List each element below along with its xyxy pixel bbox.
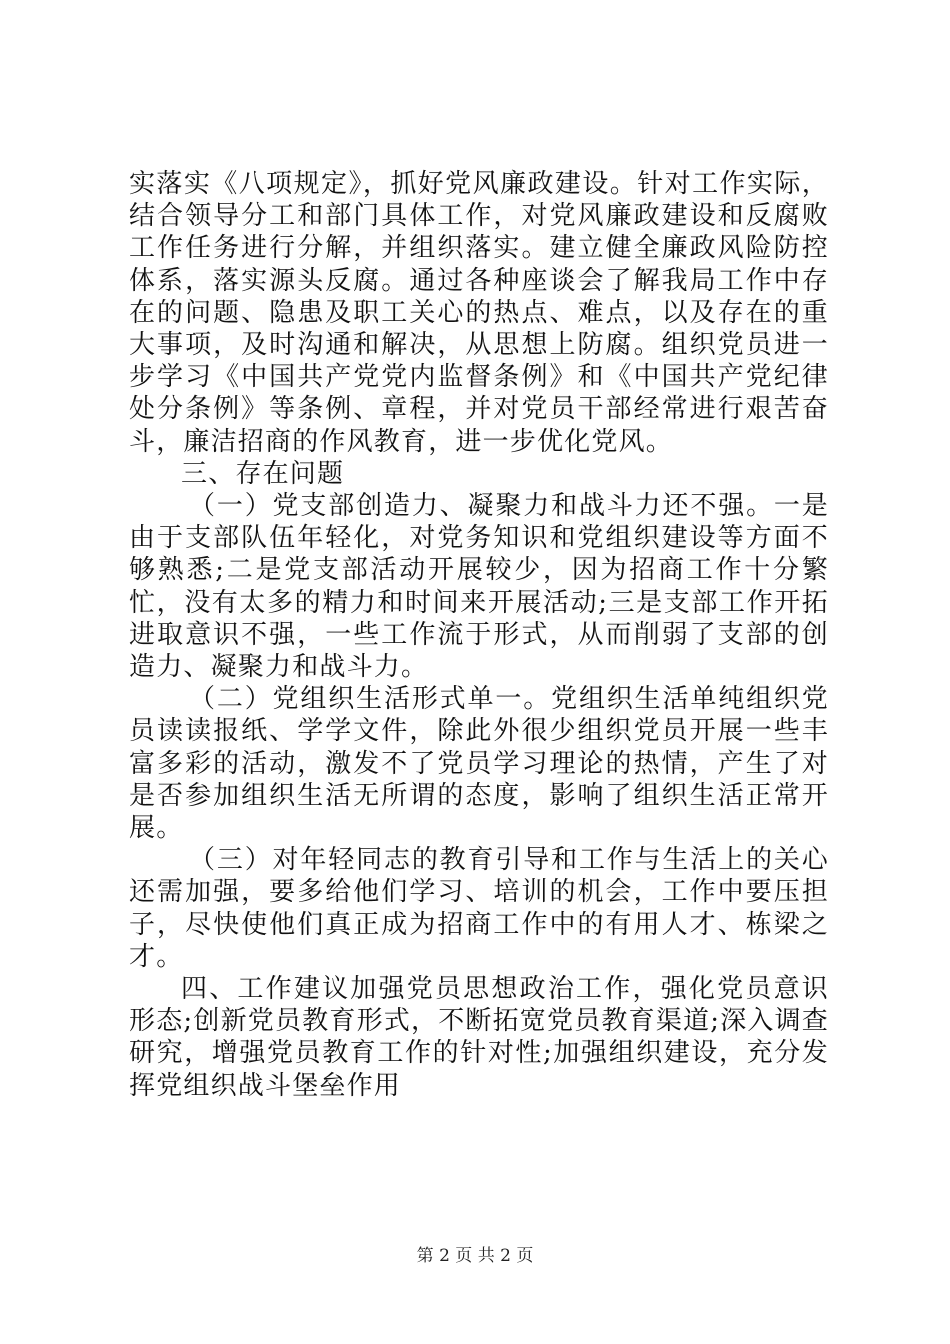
paragraph-work-suggestions: 四、工作建议加强党员思想政治工作，强化党员意识形态;创新党员教育形式，不断拓宽党员教育渠道;深入调查研究，增强党员教育工作的针对性;加强组织建设，充分发挥党组织战斗堡垒作用 [129,974,829,1101]
document-body [129,168,829,1102]
paragraph-problem-3: （三）对年轻同志的教育引导和工作与生活上的关心还需加强，要多给他们学习、培训的机会，工作中要压担子，尽快使他们真正成为招商工作中的有用人才、栋梁之才。 [129,845,829,972]
page-number-footer: 第 2 页 共 2 页 [416,1246,534,1266]
paragraph-party-conduct: 实落实《八项规定》，抓好党风廉政建设。针对工作实际，结合领导分工和部门具体工作，对党风廉政建设和反腐败工作任务进行分解，并组织落实。建立健全廉政风险防控体系，落实源头反腐。通过各种座谈会了解我局工作中存在的问题、隐患及职工关心的热点、难点，以及存在的重大事项，及时沟通和解决，从思想上防腐。组织党员进一步学习《中国共产党党内监督条例》和《中国共产党纪律处分条例》等条例、章程，并对党员干部经常进行艰苦奋斗，廉洁招商的作风教育，进一步优化党风。 [129,169,829,457]
paragraph-problem-2: （二）党组织生活形式单一。党组织生活单纯组织党员读读报纸、学学文件，除此外很少组织党员开展一些丰富多彩的活动，激发不了党员学习理论的热情，产生了对是否参加组织生活无所谓的态度，影响了组织生活正常开展。 [129,684,829,844]
paragraph-problem-1: （一）党支部创造力、凝聚力和战斗力还不强。一是由于支部队伍年轻化，对党务知识和党组织建设等方面不够熟悉;二是党支部活动开展较少，因为招商工作十分繁忙，没有太多的精力和时间来开展活动;三是支部工作开拓进取意识不强，一些工作流于形式，从而削弱了支部的创造力、凝聚力和战斗力。 [129,491,829,683]
heading-existing-problems: 三、存在问题 [181,458,345,489]
